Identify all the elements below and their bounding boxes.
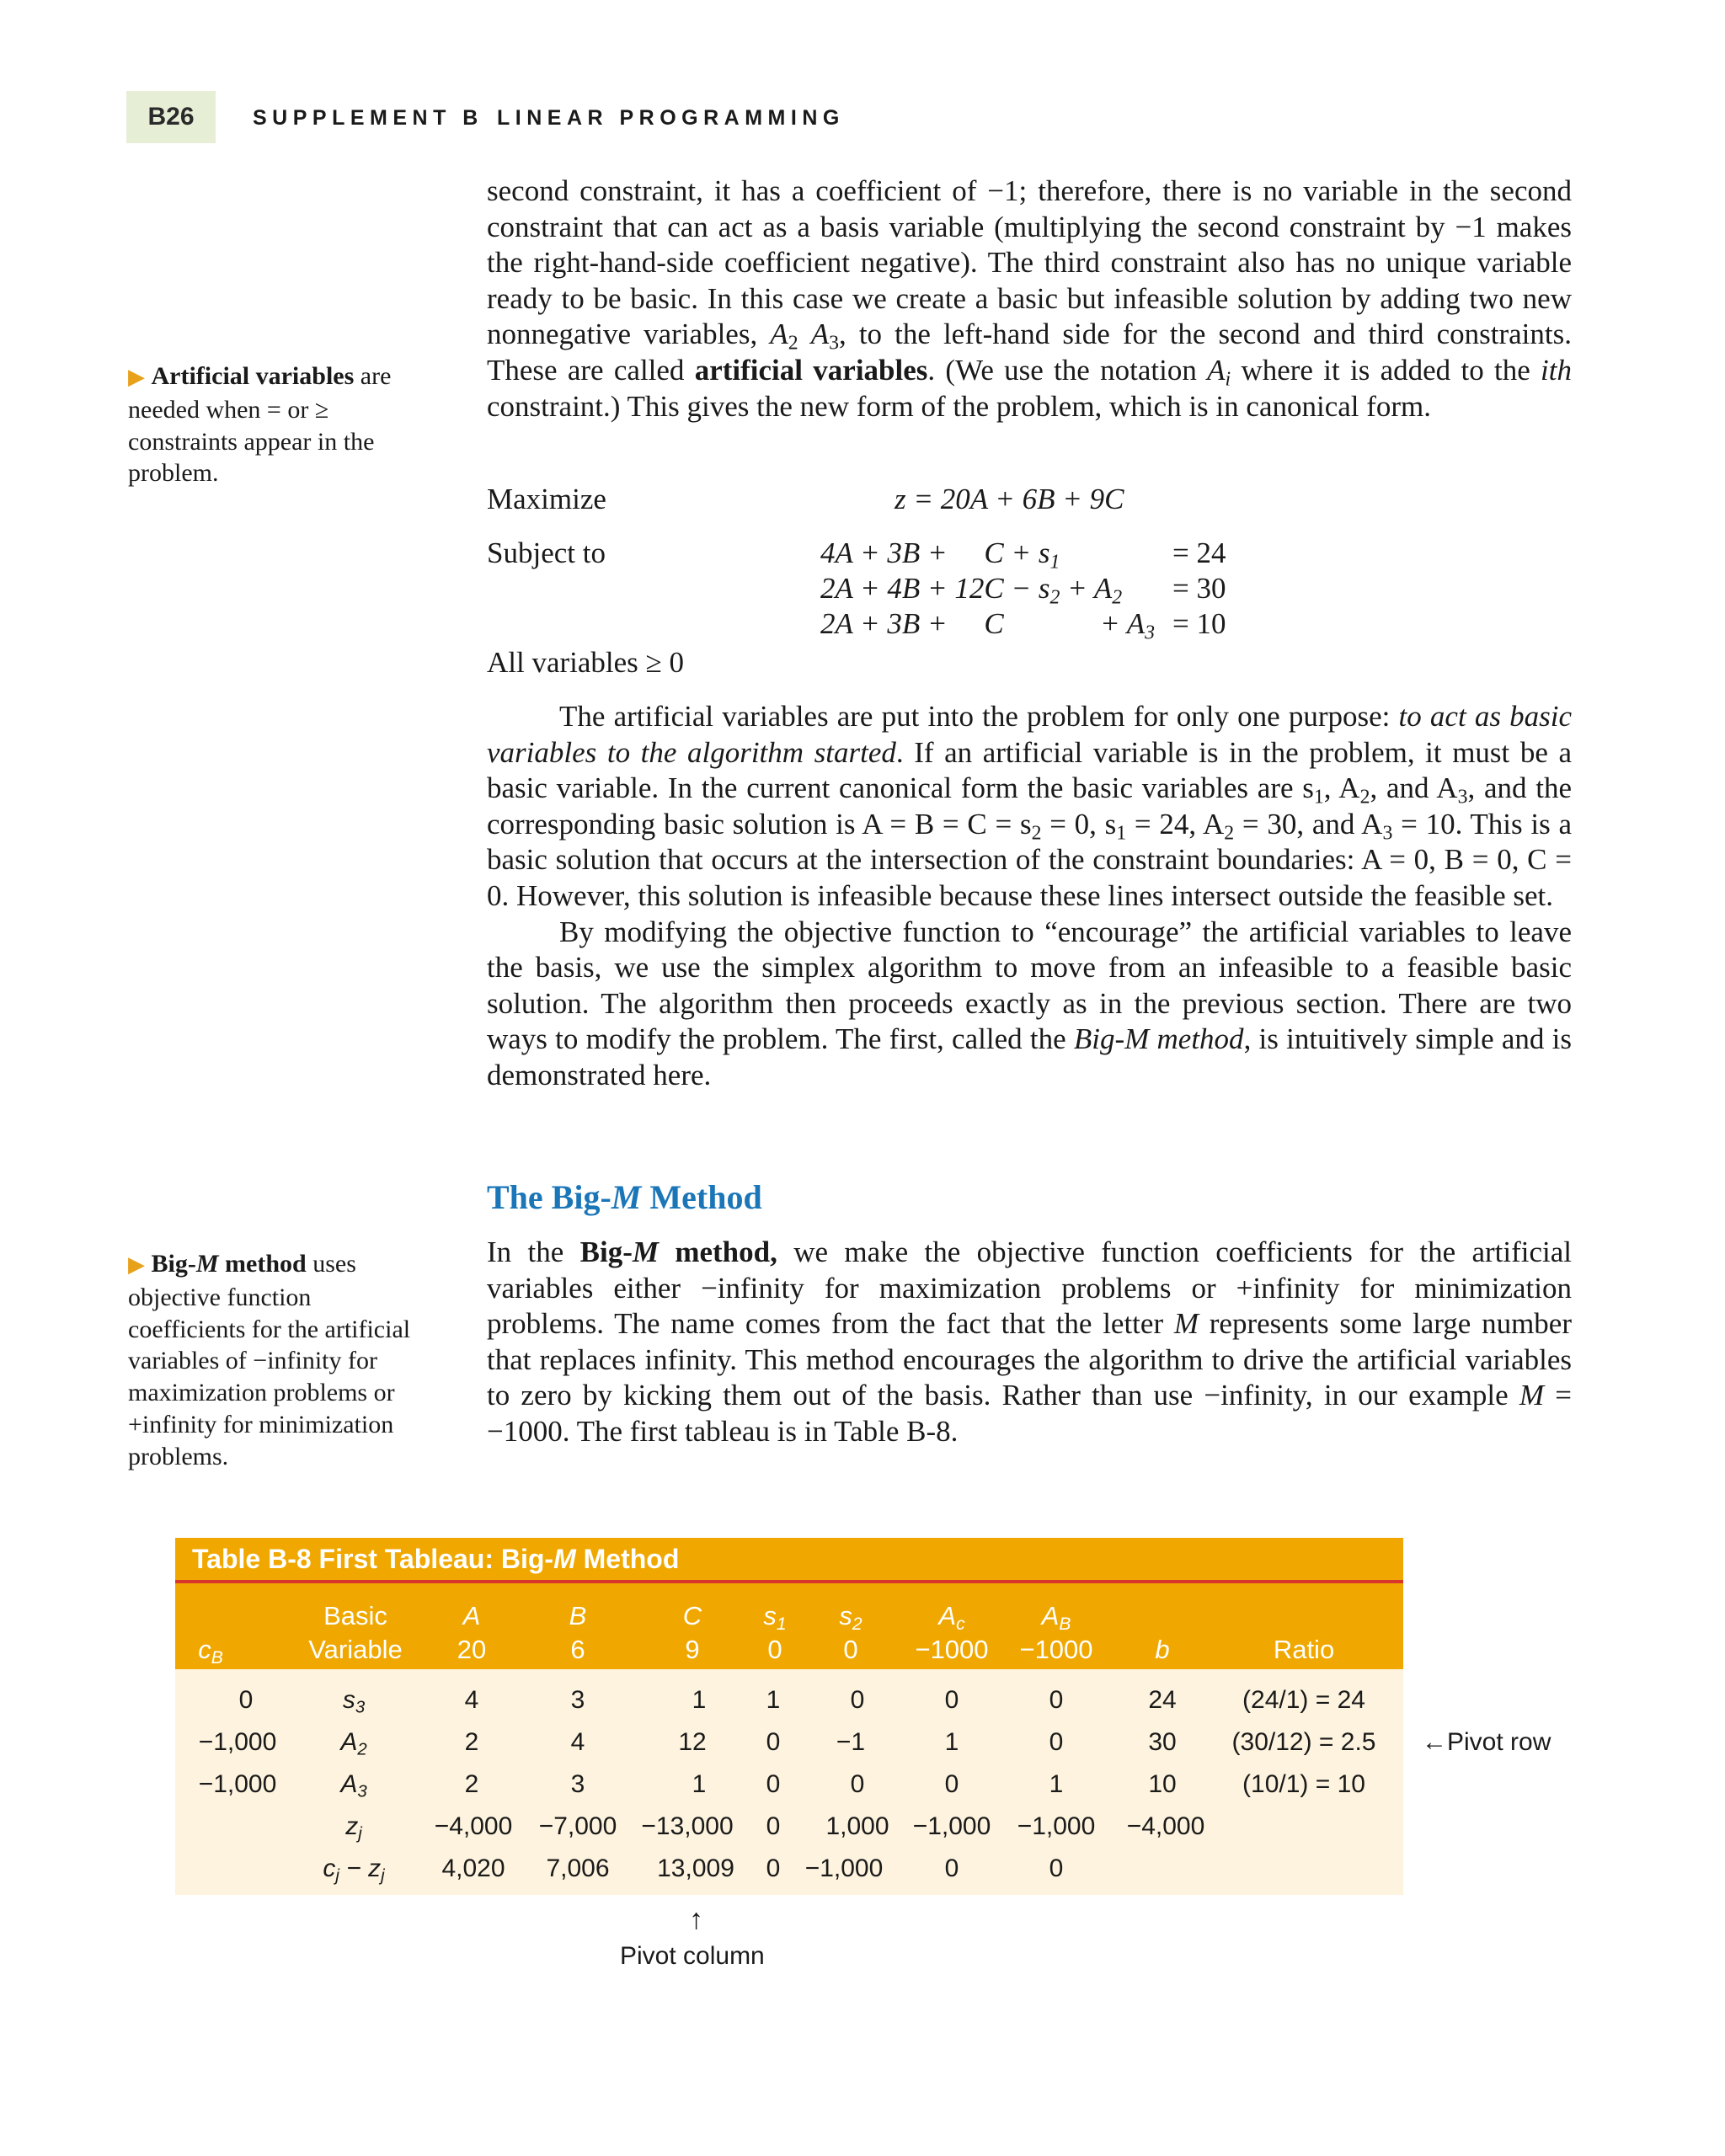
header-coef-ac: −1000 — [915, 1635, 989, 1664]
header-col-ac: $A_c$ — [938, 1601, 965, 1634]
objective-function: z = 20A + 6B + 9C — [895, 483, 1124, 515]
subject-to-label: Subject to — [487, 536, 606, 569]
header-cb: $c_B$ — [198, 1635, 223, 1668]
header-ratio: Ratio — [1273, 1635, 1335, 1664]
zj-label: $z_j$ — [345, 1812, 362, 1844]
zj-ab: −1,000 — [1017, 1812, 1096, 1840]
row2-ratio: (30/12) = 2.5 — [1231, 1728, 1376, 1756]
margin-note-big-m: ▶ Big-M method uses objective function coefficients for the artificial variables of −infinity for maximization problems or +infinity for minimization problems. — [128, 1250, 411, 1470]
row3-c: 1 — [692, 1770, 707, 1798]
triangle-bullet-icon: ▶ — [128, 365, 145, 390]
header-col-a: A — [462, 1601, 481, 1630]
zj-s1: 0 — [766, 1812, 781, 1840]
header-col-s2: $s_2$ — [839, 1601, 862, 1634]
header-col-c: C — [682, 1601, 702, 1630]
page-number: B26 — [126, 91, 216, 143]
paragraph-3: By modifying the objective function to “encourage” the artificial variables to leave the basis, we use the simplex algorithm to move from an infeasible to a feasible basic solution. The algorithm then proceeds exactly as in the previous section. There are two ways to modify the problem. The first, called the Big-M method, is intuitively simple and is demonstrated here. — [487, 915, 1572, 1091]
header-coef-ab: −1000 — [1019, 1635, 1093, 1664]
section-title: The Big-M Method — [487, 1178, 762, 1216]
zj-b: −7,000 — [538, 1812, 617, 1840]
zj-s2: 1,000 — [825, 1812, 889, 1840]
row2-ac: 1 — [944, 1728, 959, 1756]
cz-ab: 0 — [1049, 1854, 1064, 1882]
row1-b: 3 — [570, 1686, 585, 1714]
row1-s2: 0 — [850, 1686, 865, 1714]
table-title: Table B-8 First Tableau: Big-M Method — [175, 1538, 1403, 1580]
header-coef-s1: 0 — [767, 1635, 782, 1664]
row2-ab: 0 — [1049, 1728, 1064, 1756]
row1-ratio: (24/1) = 24 — [1242, 1686, 1365, 1714]
row1-ac: 0 — [944, 1686, 959, 1714]
cz-s1: 0 — [766, 1854, 781, 1882]
row2-b: 4 — [570, 1728, 585, 1756]
row2-a: 2 — [464, 1728, 479, 1756]
row3-a: 2 — [464, 1770, 479, 1798]
row2-s1: 0 — [766, 1728, 781, 1756]
paragraph-2-3 — [487, 699, 1572, 1094]
running-head-chapter: LINEAR PROGRAMMING — [497, 106, 845, 130]
row1-s1: 1 — [766, 1686, 781, 1714]
header-coef-b: 6 — [570, 1635, 585, 1664]
cz-a: 4,020 — [441, 1854, 505, 1882]
row1-c: 1 — [692, 1686, 707, 1714]
row3-basis: $A_3$ — [340, 1770, 367, 1801]
row1-ab: 0 — [1049, 1686, 1064, 1714]
row1-basis: $s_3$ — [342, 1686, 366, 1717]
cz-b: 7,006 — [546, 1854, 610, 1882]
constraint-3-artificial: + $A_3$ — [1100, 607, 1156, 644]
header-basic: Basic — [323, 1601, 387, 1630]
row2-cb: −1,000 — [198, 1728, 277, 1756]
row3-b: 3 — [570, 1770, 585, 1798]
constraint-2: $2A + 4B + 12C - s_2 + A_2$ — [820, 572, 1123, 609]
row1-a: 4 — [464, 1686, 479, 1714]
header-col-ab: $A_B$ — [1041, 1601, 1071, 1634]
header-b: b — [1155, 1635, 1170, 1664]
header-coef-a: 20 — [457, 1635, 487, 1664]
cz-s2: −1,000 — [804, 1854, 884, 1882]
nonnegativity: All variables ≥ 0 — [487, 646, 685, 679]
row3-s1: 0 — [766, 1770, 781, 1798]
pivot-column-label: Pivot column — [620, 1942, 765, 1970]
pivot-column-arrow-icon: ↑ — [689, 1903, 703, 1935]
row3-ab: 1 — [1049, 1770, 1064, 1798]
row2-c: 12 — [678, 1728, 707, 1756]
row2-basis: $A_2$ — [340, 1728, 367, 1759]
zj-ac: −1,000 — [912, 1812, 991, 1840]
triangle-bullet-icon: ▶ — [128, 1252, 145, 1278]
margin-note-artificial-variables: ▶ Artificial variables are needed when = or ≥ constraints appear in the problem. — [128, 362, 392, 488]
constraint-1-rhs: = 24 — [1172, 536, 1226, 569]
row2-rhs: 30 — [1148, 1728, 1177, 1756]
zj-c: −13,000 — [641, 1812, 734, 1840]
maximize-label: Maximize — [487, 483, 606, 515]
row3-cb: −1,000 — [198, 1770, 277, 1798]
row2-s2: −1 — [836, 1728, 866, 1756]
header-col-b: B — [569, 1601, 587, 1630]
row3-ac: 0 — [944, 1770, 959, 1798]
zj-rhs: −4,000 — [1126, 1812, 1205, 1840]
cz-c: 13,009 — [657, 1854, 734, 1882]
constraint-3-rhs: = 10 — [1172, 607, 1226, 640]
zj-a: −4,000 — [434, 1812, 513, 1840]
row1-rhs: 24 — [1148, 1686, 1177, 1714]
pivot-row-label: ←Pivot row — [1422, 1728, 1551, 1756]
row3-ratio: (10/1) = 10 — [1242, 1770, 1365, 1798]
cz-ac: 0 — [944, 1854, 959, 1882]
paragraph-1: second constraint, it has a coefficient of −1; therefore, there is no variable in the second constraint that can act as a basis variable (multiplying the second constraint by −1 makes the right-hand-side coefficient negative). The third constraint also has no unique variable ready to be basic. In this case we create a basic but infeasible solution by adding two new nonnegative variables, $A_2$ $A_3$, to the left-hand side for the second and third constraints. These are called artificial variables. (We use the notation $A_i$ where it is added to the ith constraint.) This gives the new form of the problem, which is in canonical form. — [487, 174, 1573, 423]
row3-s2: 0 — [850, 1770, 865, 1798]
running-head-supplement: SUPPLEMENT B — [253, 106, 483, 130]
header-coef-c: 9 — [685, 1635, 700, 1664]
constraint-3-lhs: 2A + 3B + C — [820, 607, 1004, 640]
header-coef-s2: 0 — [843, 1635, 858, 1664]
row3-rhs: 10 — [1148, 1770, 1177, 1798]
constraint-1: 4A + 3B + $C + s_1$ — [820, 536, 1060, 574]
header-col-s1: $s_1$ — [763, 1601, 787, 1634]
constraint-2-rhs: = 30 — [1172, 572, 1226, 605]
paragraph-2: The artificial variables are put into the problem for only one purpose: to act as basic variables to the algorithm started. If an artificial variable is in the problem, it must be a basic variable. In the current canonical form the basic variables are $s_1$, $A_2$, and $A_3$, and the corresponding basic solution is $A = B = C = s_2 = 0$, $s_1 = 24$, $A_2 = 30$, and $A_3 = 10$. This is a basic solution that occurs at the intersection of the constraint boundaries: A = 0, B = 0, C = 0. However, this solution is infeasible because these lines intersect outside the feasible set. — [487, 700, 1572, 912]
cj-zj-label: $c_j - z_j$ — [323, 1854, 385, 1886]
header-variable: Variable — [308, 1635, 403, 1664]
paragraph-4: In the Big-M method, we make the objective function coefficients for the artificial variables either −infinity for maximization problems or +infinity for minimization problems. The name comes from the fact that the letter M represents some large number that replaces infinity. This method encourages the algorithm to drive the artificial variables to zero by kicking them out of the basis. Rather than use −infinity, in our example M = −1000. The first tableau is in Table B-8. — [487, 1235, 1572, 1448]
row1-cb: 0 — [238, 1686, 254, 1714]
